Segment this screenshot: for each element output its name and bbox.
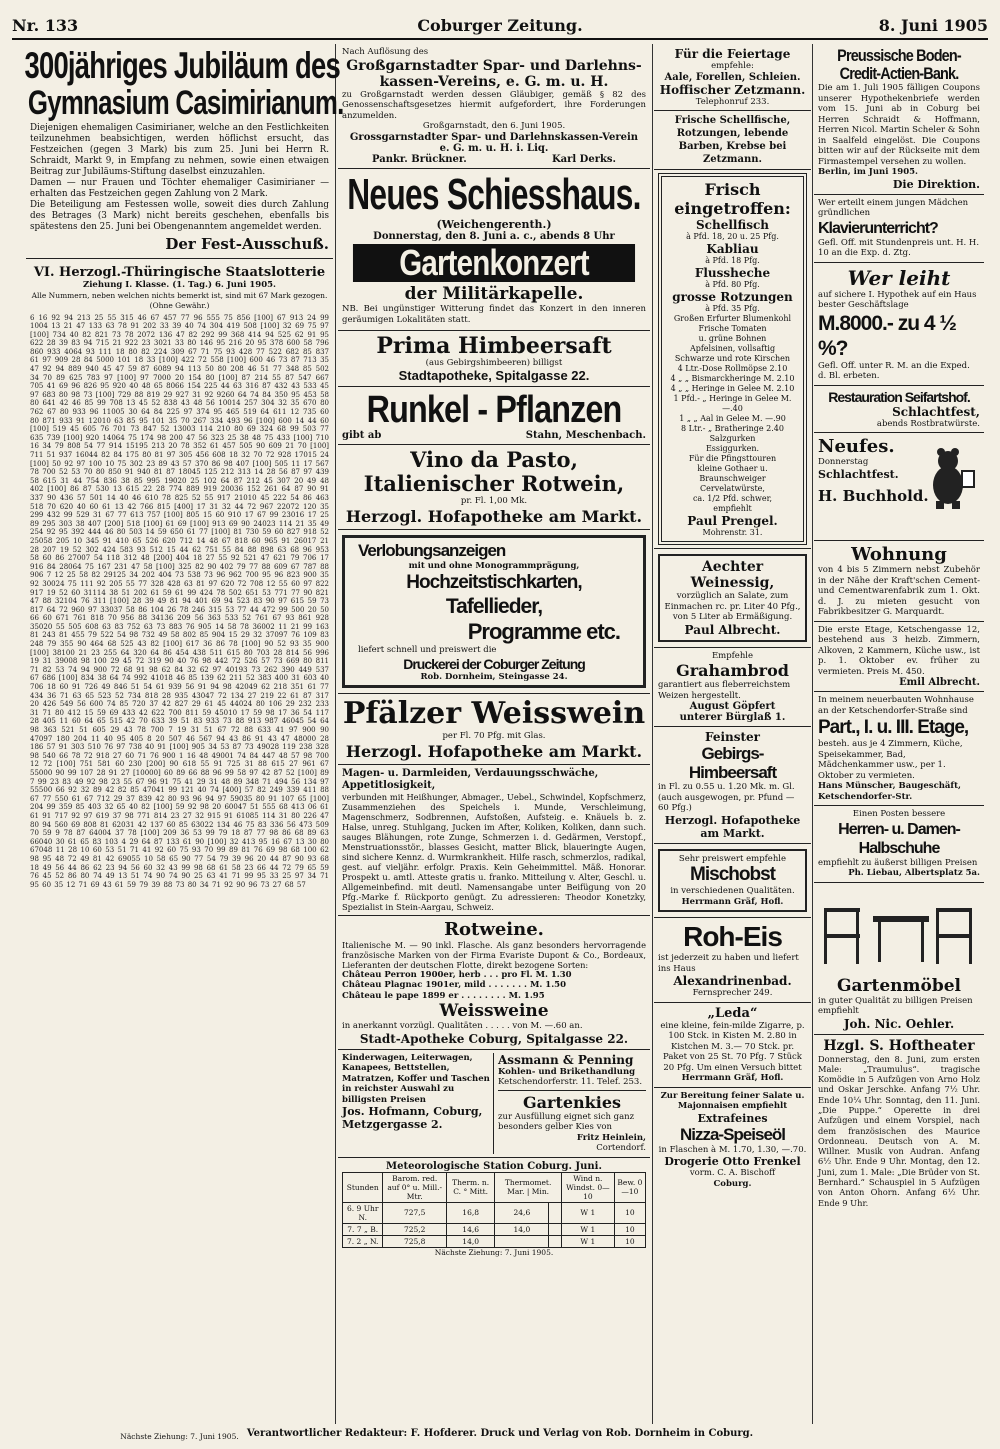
column-rule [335,44,336,1424]
mischobst-pre: Sehr preiswert empfehle [678,853,787,864]
weather-cell: 725,8 [383,1235,447,1247]
bank-text: Die am 1. Juli 1905 fälligen Coupons unserer Hypothekenbriefe werden vom 15. Juni ab in Coburg bei Herren Schraidt & Hoffmann, Herren Nicol. Martin Scheler & Sohn in Saalfeld eingelöst. Die Coupons bitten wir auf der Rückseite mit dem Firmastempel versehen zu wollen. [818,83,980,167]
magen-text: verbunden mit Heißhunger, Abmager., Uebel., Schwindel, Kopfschmerz, Zusammenziehen des Speichels i. Munde, Verschleimung, Magenschmerz, Sodbrennen, Aufstoßen, Aufsteig. e. Knäuels b. z. Halse, unreg. Stuhlgang, Jucken im After, Koliken, Koliken, dann such. sauges Blähungen, rote Zunge, Schmerzen i. d. Gedärmen, Verstopf., Menstruationsstör., blasses Gesicht, matter Blick, blaueringte Augen, sind sichere Kennz. d. Wurmkrankheit. Hilfe rasch, schmerzlos, radikal, gest. auf vieljähr. erfolgr. Praxis. Kein Geheimmittel. Mäß. Honorar. Prospekt u. amtl. Atteste gratis u. franko. Mitteilung v. Alter, Geschl. u. Allgemeinbefind. mit deutl. Namensangabe unter Beifügung von 20 Pfg.-Marke f. Rückporto genügt. Zu adressieren: Theodor Konetzky, Spezialist in Stein-Aargau, Schweiz. [342,791,646,912]
weather-row [343,1202,646,1223]
masthead [12,14,988,40]
eingetroffen-list [665,218,800,538]
schuhe-pre: Einen Posten bessere [852,809,946,819]
speiseoel-main: Nizza-Speiseöl [679,1124,786,1144]
eingetroffen-item: à Pfd. 35 Pfg. [705,304,760,313]
eingetroffen-ad [654,170,811,549]
eingetroffen-item: u. grüne Bohnen [698,334,767,343]
leda-ad [654,1003,811,1088]
wohnung-ad [814,541,984,622]
neufes-line: Schlachtfest. [818,467,899,481]
speiseoel-shop: Drogerie Otto Frenkel [664,1155,801,1168]
eingetroffen-item: Salzgurken [709,434,756,443]
speiseoel-title: Extrafeines [697,1111,768,1125]
mischobst-title: Mischobst [690,864,775,885]
weather-row [343,1235,646,1247]
weather-cell: 10 [614,1235,645,1247]
grahambrod-ad [654,648,811,728]
gartenmoebel-shop: Joh. Nic. Oehler. [843,1016,955,1031]
schiesshaus-note: NB. Bei ungünstiger Witterung findet das Konzert in den inneren geräumigen Lokalitäten statt. [342,303,646,325]
klavier-ad [814,195,984,263]
eingetroffen-item: Großen Erfurter Blumenkohl [673,314,792,323]
weather-cell [549,1202,561,1223]
kohlen-title: Assmann & Penning [498,1052,634,1067]
eingetroffen-item: Schellfisch [696,218,769,232]
weinessig-text: vorzüglich an Salate, zum Einmachen rc. pr. Liter 40 Pfg., von 5 Liter ab Ermäßigung. [664,591,801,622]
rotwein-text: Italienische M. — 90 inkl. Flasche. Als ganz besonders hervorragende französische Marken von der Firma Evariste Dupont & Co., Bordeaux, Lieferanten der deutschen Flotte, direkt bezogene Sorten: [342,939,646,970]
bank-title: Preussische Boden-Credit-Actien-Bank. [837,46,961,83]
printing-line: Verlobungsanzeigen [358,540,506,560]
bank-sign: Die Direktion. [892,177,980,191]
notice-signer: Pankr. Brückner. [372,153,467,165]
schiesshaus-ad [338,169,650,331]
printing-line: mit und ohne Monogrammprägung, [408,560,580,571]
bear-mug-icon [922,443,980,511]
schiesshaus-band: der Militärkapelle. [404,283,584,304]
printing-line: Druckerei der Coburger Zeitung [403,655,585,672]
feiertage-phone: Telephonruf 233. [695,96,770,107]
himbeersaft-subtitle: (aus Gebirgshimbeeren) billigst [425,357,563,368]
bank-notice [814,44,984,195]
weisswein-shop: Stadt-Apotheke Coburg, Spitalgasse 22. [359,1031,629,1046]
rotwein-item: Château Plagnac 1901er, mild . . . . . . . M. 1.50 [342,980,566,990]
pfaelzer-shop: Herzogl. Hofapotheke am Markt. [345,741,643,761]
jubilee-text: Diejenigen ehemaligen Casimirianer, welche an den Festlichkeiten teilzunehmen beabsichtigen, werden höflichst ersucht, das Festzeichen (gegen 3 Mark) bis zum 25. Juni bei Herrn R. Schraidt, Markt 9, in Empfang zu nehmen, sowie einen etwaigen Beitrag zur Jubiläums-Stiftung daselbst einzuzahlen. [30,123,329,177]
weisswein-title: Weissweine [439,1001,549,1021]
neufes-line: Donnerstag [818,457,869,467]
weinessig-shop: Paul Albrecht. [684,622,781,637]
etage-shop: Emil Albrecht. [899,677,980,688]
weather-cell: 725,2 [383,1223,447,1235]
eingetroffen-item: 4 Ltr.-Dose Rollmöpse 2.10 [677,364,788,373]
weather-table [342,1172,646,1248]
weather-cell: 7. 7 „ B. [343,1223,383,1235]
wohnung-title: Wohnung [851,544,947,565]
weather-cell: W 1 [561,1235,614,1247]
notice-intro: Nach Auflösung des [342,47,429,57]
gebirgs-text: in Fl. zu 0.55 u. 1.20 Mk. m. Gl. (auch ausgewogen, pr. Pfund — 60 Pfg.) [658,782,795,813]
eingetroffen-item: Flussheche [694,266,771,280]
rotwein-ad [338,916,650,1050]
gebirgs-ad [654,727,811,844]
leiht-text: auf sichere I. Hypothek auf ein Haus bester Geschäftslage [818,289,977,310]
eingetroffen-item: Braunschweiger [699,474,766,483]
weather-cell [549,1223,561,1235]
magen-ad [338,765,650,916]
eingetroffen-item: 1 „ „ Aal in Gelee M. —.90 [679,414,786,423]
mixed-ads-row [338,1050,650,1158]
fisch-ad [654,111,811,170]
eingetroffen-item: à Pfd. 80 Pfg. [705,280,760,289]
gartenmoebel-ad [814,883,984,1035]
klavier-title: Klavierunterricht? [818,219,938,237]
weather-station [338,1158,650,1262]
neufes-ad [814,433,984,541]
bank-date: Berlin, im Juni 1905. [818,167,918,177]
eingetroffen-item: ca. 1/2 Pfd. schwer, [692,494,773,503]
pfaelzer-title: Pfälzer Weisswein [342,696,646,731]
eingetroffen-item: à Pfd. 18, 20 u. 25 Pfg. [686,232,779,241]
roheis-phone: Fernsprecher 249. [692,988,773,998]
restauration-line: abends Rostbratwürste. [876,418,980,429]
restauration-title: Restauration Seifartshof. [828,388,970,405]
notice-date: Großgarnstadt, den 6. Juni 1905. [422,121,566,131]
feiertage-title: Für die Feiertage [674,47,791,61]
eingetroffen-item: Apfelsinen, vollsaftig [689,344,776,353]
weinessig-ad [654,549,811,648]
eingetroffen-title: Frisch eingetroffen: [674,180,791,218]
gartenkies-title: Gartenkies [522,1092,621,1112]
runkel-title: Runkel - Pflanzen [366,389,622,431]
weather-cell: 727,5 [383,1202,447,1223]
printing-line: Rob. Dornheim, Steingasse 24. [420,671,568,682]
leiht-note: Gefl. Off. unter R. M. an die Exped. d. Bl. erbeten. [818,360,970,381]
column-rule [812,44,813,1424]
gebirgs-address: am Markt. [700,826,765,840]
weinessig-title: Aechter Weinessig, [690,559,775,591]
notice-org: Grossgarnstadter Spar- und Darlehnskassen-Verein [349,131,639,143]
weather-cell: 16,8 [446,1202,494,1223]
jubilee-text: Die Beteiligung am Festessen wolle, soweit dies durch Zahlung des Betrages (3 Mark) nicht bereits geschehen, ebenfalls bis spätestens den 25. Juni bei Obengenanntem angemeldet werden. [30,200,329,232]
printing-line: liefert schnell und preiswert die [358,645,497,655]
speiseoel-pre: Zur Bereitung feiner Salate u. Majonnaisen empfiehlt [660,1090,805,1111]
eingetroffen-item: 4 „ „ Bismarckheringe M. 2.10 [670,374,795,383]
feiertage-shop: Hoffischer Zetzmann. [659,82,806,97]
eingetroffen-item: Frische Tomaten [698,324,767,333]
weisswein-text: in anerkannt vorzügl. Qualitäten . . . . . von M. —.60 an. [342,1021,583,1031]
pfaelzer-price: per Fl. 70 Pfg. mit Glas. [442,731,546,741]
schuhe-title: Herren- u. Damen-Halbschuhe [838,820,960,857]
grahambrod-title: Grahambrod [676,661,789,680]
notice-org: e. G. m. u. H. i. Liq. [439,142,549,154]
schiesshaus-concert: Gartenkonzert [353,244,635,282]
schuhe-text: empfiehlt zu äußerst billigen Preisen [818,857,978,868]
rotwein-item: Château Perron 1900er, herb . . . pro Fl. M. 1.30 [342,969,572,980]
vino-subtitle: Italienischer Rotwein, [363,471,625,496]
savings-bank-notice [338,44,650,169]
weather-next: Nächste Ziehung: 7. Juni 1905. [434,1247,554,1257]
weather-cell: 10 [614,1202,645,1223]
weather-col-header: Barom. red. auf 0° u. Mill.-Mtr. [383,1172,447,1202]
gebirgs-title: Gebirgs-Himbeersaft [688,744,777,782]
weather-cell [549,1235,561,1247]
jubilee-title-2: Gymnasium Casimirianum. [27,84,344,122]
gartenkies-address: Cortendorf. [596,1143,646,1153]
theater-ad [814,1035,984,1211]
imprint: Verantwortlicher Redakteur: F. Hofderer. Druck und Verlag von Rob. Dornheim in Coburg. [246,1428,754,1439]
mischobst-ad [654,844,811,919]
kinderwagen-shop: Jos. Hofmann, Coburg, Metzgergasse 2. [342,1105,483,1131]
mischobst-shop: Herrmann Gräf, Hofl. [681,896,784,907]
feiertage-subtitle: empfehle: [711,61,754,71]
weather-title: Meteorologische Station Coburg. Juni. [386,1160,602,1172]
roheis-shop: Alexandrinenbad. [673,974,792,988]
gebirgs-shop: Herzogl. Hofapotheke [664,813,801,827]
roheis-title: Roh-Eis [683,921,782,952]
klavier-text: Gefl. Off. mit Stundenpreis unt. H. H. 10 an die Exp. d. Ztg. [818,237,980,258]
schuhe-shop: Ph. Liebau, Albertsplatz 5a. [848,868,980,878]
gartenmoebel-title: Gartenmöbel [836,975,961,996]
eingetroffen-item: à Pfd. 18 Pfg. [705,256,760,265]
vino-ad [338,445,650,530]
feiertage-text: Aale, Forellen, Schleien. [664,71,801,83]
eingetroffen-item: kleine Gothaer u. [697,464,768,473]
kohlen-ad [498,1053,646,1154]
mischobst-text: in verschiedenen Qualitäten. [670,886,795,896]
column-rule [652,44,653,1424]
neubau-ad [814,692,984,806]
eingetroffen-item: empfiehlt [713,504,752,513]
column-2 [338,44,650,1424]
leiht-title: Wer leiht [847,265,951,290]
roheis-text: ist jederzeit zu haben und liefert ins Haus [658,953,799,974]
leiht-amount: M.8000.- zu 4 ½ %? [818,311,956,360]
etage-ad [814,622,984,693]
himbeersaft-title: Prima Himbeersaft [376,332,612,359]
fisch-text: Frische Schellfische, Rotzungen, lebende Barben, Krebse bei Zetzmann. [674,115,791,165]
restauration-line: Schlachtfest, [892,404,980,419]
eingetroffen-item: Paul Prengel. [687,514,778,528]
weather-cell: 10 [614,1223,645,1235]
weather-col-header: Bew. 0—10 [614,1172,645,1202]
etage-text: Die erste Etage, Ketschengasse 12, bestehend aus 3 heizb. Zimmern, Alkoven, 2 Kammern, Küche usw., ist p. 1. Oktober ev. früher zu vermieten. Preis M. 450. [818,624,980,677]
schiesshaus-subtitle: (Weichengerenth.) [436,217,552,231]
notice-title: Großgarnstadter Spar- und Darlehns-kassen-Vereins, e. G. m. u. H. [346,57,642,90]
neubau-text: besteh. aus je 4 Zimmern, Küche, Speisekammer, Bad, Mädchenkammer usw., per 1. Oktober zu vermieten. [818,739,963,781]
printing-line: Hochzeitstischkarten, [406,572,582,593]
weather-col-header: Thermomet. Mar. | Min. [495,1172,562,1202]
vino-title: Vino da Pasto, [410,447,578,472]
lottery-next-draw: Nächste Ziehung: 7. Juni 1905. [120,1431,239,1441]
notice-text: zu Großgarnstadt werden dessen Gläubiger, gemäß § 82 des Genossenschaftsgesetzes hiermit aufgefordert, ihre Forderungen anzumelden. [342,89,646,121]
weather-cell: 14,6 [446,1223,494,1235]
issue-date: 8. Juni 1905 [878,16,988,35]
leda-title: „Leda“ [707,1005,758,1021]
lottery-title: VI. Herzogl.-Thüringische Staatslotterie [33,265,326,280]
eingetroffen-item: 4 „ „ Heringe in Gelee M. 2.10 [670,384,795,393]
rotwein-title: Rotweine. [444,918,544,940]
column-3 [654,44,811,1424]
weather-col-header: Stunden [343,1172,383,1202]
weather-cell: 7. 2 „ N. [343,1235,383,1247]
runkel-seller: Stahn, Meschenbach. [525,430,646,441]
jubilee-signature: Der Fest-Ausschuß. [165,235,329,253]
theater-text: Donnerstag, den 8. Juni, zum ersten Male: „Traumulus“. tragische Komödie in 5 Aufzügen von Arno Holz und Oskar Jerschke. Anfang 7½ Uhr. Ende 10¼ Uhr. Sonntag, den 11. Juni. „Die Puppe.“ Operette in drei Aufzügen und einem Vorspiel, nach dem französischen des Maurice Ordonneau. Deutsch von A. M. Willner. Musik von Audran. Anfang 6½ Uhr. Ende 9 Uhr. Montag, den 12. Juni, zum 1. Male: „Die Brüder von St. Bernhard.“ Schauspiel in 5 Aufzügen von Anton Ohorn. Anfang 6½ Uhr. Ende 9 Uhr. [818,1053,980,1208]
weather-cell: 14,0 [446,1235,494,1247]
leda-text: eine kleine, fein-milde Zigarre, p. 100 Stck. in Kisten M. 2.80 in Kistchen M. 3.— 70 Stck. pr. Paket von 25 St. 70 Pfg. 7 Stück 20 Pfg. Um einen Versuch bittet [660,1020,805,1073]
eingetroffen-item: 1 Pfd.- „ Heringe in Gelee M. —.40 [673,394,792,413]
schiesshaus-date: Donnerstag, den 8. Juni a. c., abends 8 Uhr [373,230,615,242]
neubau-title: Part., I. u. III. Etage, [818,717,969,738]
kinderwagen-ad [342,1053,494,1154]
weather-cell: 24,6 [495,1202,549,1223]
eingetroffen-item: Cervelatwürste, [700,484,765,493]
speiseoel-address: vorm. C. A. Bischoff [689,1168,776,1178]
printing-line: Programme etc. [467,619,620,644]
speiseoel-text: in Flaschen à M. 1.70, 1.30, —.70. [658,1144,807,1155]
grahambrod-shop: August Göpfert [689,701,776,712]
runkel-label: gibt ab [342,430,382,441]
printing-ad [338,530,650,695]
printing-line: Tafellieder, [445,595,543,618]
himbeersaft-shop: Stadtapotheke, Spitalgasse 22. [398,368,590,383]
weather-cell: 6. 9 Uhr N. [343,1202,383,1223]
runkel-ad [338,387,650,445]
jubilee-title-1: 300jähriges Jubiläum des [24,45,340,86]
theater-title: Hzgl. S. Hoftheater [823,1037,975,1054]
vino-price: pr. Fl. 1,00 Mk. [460,496,528,506]
neubau-shop: Hans Münscher, Baugeschäft, Ketschendorfer-Str. [818,781,961,802]
neufes-shop: H. Buchhold. [818,486,929,505]
roheis-ad [654,918,811,1003]
lottery-subtitle: Ziehung I. Klasse. (1. Tag.) 6. Juni 1905. [83,280,276,290]
gartenkies-name: Fritz Heinlein, [576,1132,646,1143]
weather-cell: W 1 [561,1223,614,1235]
eingetroffen-item: Kabliau [706,242,759,256]
kohlen-text: Kohlen- und Brikethandlung [498,1066,636,1077]
schiesshaus-title: Neues Schiesshaus. [347,169,641,219]
gebirgs-pre: Feinster [704,730,761,744]
eingetroffen-item: 8 Ltr.- „ Bratheringe 2.40 [681,424,784,433]
weather-col-header: Wind n. Windst. 0—10 [561,1172,614,1202]
gartenkies-text: zur Ausfüllung eignet sich ganz besonders gelber Kies von [498,1111,635,1132]
notice-signer: Karl Derks. [551,153,616,165]
weather-header-row [343,1172,646,1202]
speiseoel-city: Coburg. [713,1178,752,1189]
paper-title: Coburger Zeitung. [417,16,583,35]
schuhe-ad [814,806,984,883]
grahambrod-text: garantiert aus fleberreichstem Weizen hergestellt. [658,680,791,701]
jubilee-announcement [24,44,344,259]
vino-shop: Herzogl. Hofapotheke am Markt. [345,506,643,526]
eingetroffen-item: Für die Pfingsttouren [688,454,777,463]
eingetroffen-item: Schwarze und rote Kirschen [674,354,791,363]
grahambrod-pre: Empfehle [711,650,754,661]
wohnung-text: von 4 bis 5 Zimmern nebst Zubehör in der Nähe der Kraft'schen Cement- und Cementwarenfabrik zum 1. Okt. d. J. zu mieten gesucht von Fabrikbesitzer G. Marquardt. [818,565,980,617]
restauration-ad [814,386,984,434]
eingetroffen-item: Mohrenstr. 31. [702,528,763,537]
jubilee-text: Damen — nur Frauen und Töchter ehemaliger Casimirianer — erhalten das Festzeichen gegen Zahlung von 2 Mark. [30,178,329,199]
gartenmoebel-text: in guter Qualität zu billigen Preisen empfiehlt [818,995,973,1016]
weather-cell: W 1 [561,1202,614,1223]
garden-furniture-icon [818,886,978,972]
kinderwagen-text: Kinderwagen, Leiterwagen, Kanapees, Bettstellen, Matratzen, Koffer und Taschen in reichster Auswahl zu billigsten Preisen [342,1052,490,1105]
magen-heading: Magen- u. Darmleiden, Verdauungsschwäche, Appetitlosigkeit, [342,767,599,791]
pfaelzer-ad [338,694,650,765]
eingetroffen-item: grosse Rotzungen [672,290,793,304]
lottery-results [26,259,333,1445]
leda-shop: Herrmann Gräf, Hofl. [681,1073,784,1083]
feiertage-ad [654,44,811,111]
weather-cell: 14,0 [495,1223,549,1235]
column-4 [814,44,984,1424]
eingetroffen-item: Essiggurken. [705,444,760,453]
kohlen-address: Ketschendorferstr. 11. Telef. 253. [498,1077,643,1087]
speiseoel-ad [654,1088,811,1193]
weather-row [343,1223,646,1235]
weather-cell [495,1235,549,1247]
lottery-numbers: 6 16 92 94 213 25 55 315 46 67 457 77 96 555 75 856 [100] 67 913 24 99 1004 13 21 47 133 63 78 91 202 33 39 40 74 304 419 508 [100] 32 69 75 97 [100] 734 40 82 821 73 78 2072 136 47 82 292 99 368 414 94 525 62 91 95 622 28 39 83 94 715 21 922 23 3021 33 80 146 95 216 20 95 378 600 58 796 860 933 4064 93 111 18 80 82 224 309 67 71 75 93 428 77 522 682 85 837 61 97 909 28 84 5000 101 18 33 [100] 422 72 558 [100] 600 46 73 87 713 35 47 92 94 889 940 45 47 59 87 6089 94 113 50 80 208 46 51 77 348 85 502 34 70 89 625 783 97 [100] 97 7000 20 154 80 [100] 87 214 55 87 547 667 705 41 69 96 826 95 920 40 48 65 8066 154 225 44 63 316 87 432 43 533 45 97 683 80 98 73 [100] 729 88 819 29 927 31 92 9260 64 74 84 350 95 453 58 80 641 42 46 85 99 708 13 45 52 838 43 48 56 10014 257 304 32 35 670 80 762 67 80 933 96 11005 30 64 84 225 97 374 95 465 519 64 611 12 735 60 80 871 933 91 12010 63 85 95 101 35 70 267 334 493 96 [100] 600 14 44 60 [100] 519 45 605 76 701 73 847 52 13003 114 210 80 69 324 68 99 503 77 635 739 [100] 920 14064 75 174 98 200 47 56 323 25 38 48 75 433 [100] 710 16 34 79 808 54 77 914 15195 213 20 78 352 61 457 505 90 609 21 70 [100] 711 51 937 16044 82 84 175 80 81 97 305 456 608 18 32 70 72 928 17015 24 [100] 50 92 97 100 10 75 302 23 89 43 57 370 86 98 407 [100] 505 11 17 567 78 700 52 53 70 80 850 91 940 81 87 18045 125 212 313 14 28 56 87 97 439 58 615 31 44 754 836 38 85 995 19020 25 102 64 87 212 45 307 20 49 48 402 [100] 86 87 530 13 615 22 28 774 889 919 20036 152 261 64 87 90 91 337 90 436 57 501 14 40 46 610 78 825 52 55 917 21010 45 222 54 86 463 518 70 620 40 60 61 13 42 766 815 [400] 17 31 32 44 72 967 22072 120 35 299 432 99 529 31 67 77 613 757 [100] 805 15 60 910 17 67 99 23016 17 25 89 295 303 38 407 [200] 518 [100] 61 69 [100] 913 69 90 24023 114 21 35 49 254 92 95 392 444 46 80 503 14 59 650 61 77 [100] 81 730 59 60 827 918 52 25058 205 10 345 91 410 65 526 620 712 14 48 67 818 60 965 91 26017 21 28 207 19 52 302 424 583 93 512 15 44 62 751 55 84 88 898 63 68 96 953 58 60 86 27007 54 118 312 48 [200] 404 18 27 55 92 521 47 621 79 706 17 916 84 28064 75 167 231 47 58 [100] 325 82 90 402 79 77 88 609 67 787 88 906 7 12 25 58 82 29125 34 202 404 73 538 73 96 962 700 95 96 823 900 35 92 30024 75 111 92 205 55 77 328 428 63 81 97 620 72 708 12 55 60 97 822 917 19 52 60 31114 38 51 202 61 59 61 99 424 78 502 651 53 771 77 90 821 47 88 32104 76 311 [100] 28 39 49 81 94 401 69 94 523 83 90 97 615 59 73 817 64 72 960 97 33037 58 86 104 26 78 246 315 53 77 44 472 99 500 20 50 66 60 671 761 818 70 956 88 34136 209 56 363 533 52 761 67 93 861 928 35020 55 505 608 63 83 752 63 73 883 76 905 14 58 78 36002 11 21 99 163 81 243 81 455 79 522 54 98 732 49 58 802 85 904 15 29 32 37097 76 109 83 248 79 355 90 464 68 525 43 82 [100] 617 36 86 78 [100] 90 52 93 35 900 [100] 38100 21 23 255 64 320 64 86 454 438 511 615 80 703 28 814 56 996 19 31 39008 98 100 29 45 72 319 90 40 76 98 442 72 526 57 73 669 80 811 71 82 53 74 94 900 72 68 91 98 62 84 32 62 97 40193 73 262 390 449 537 67 686 [100] 834 38 64 74 992 41018 46 85 139 62 211 52 383 400 31 603 40 706 18 60 91 726 49 846 51 54 61 939 56 91 94 98 42049 62 218 351 61 77 434 36 71 63 65 523 52 734 818 28 935 43047 72 134 27 219 22 61 87 317 20 426 549 56 600 74 85 720 37 42 827 29 61 45 44024 80 106 29 232 233 31 71 80 412 15 59 69 433 42 622 700 811 59 45010 17 59 98 17 36 54 117 28 405 11 60 64 65 515 42 70 633 39 51 83 933 73 88 913 987 46045 54 64 98 363 521 51 605 29 43 78 700 7 19 31 51 67 72 88 633 41 97 900 90 47097 180 204 11 40 95 405 8 20 507 46 567 94 43 86 91 43 47 48000 28 186 57 91 303 510 76 97 738 40 91 [100] 905 34 53 87 73 49028 119 238 328 98 540 66 78 72 918 27 60 71 76 900 1 16 48 49001 74 84 447 48 57 98 700 12 72 [100] 751 581 60 230 [200] 90 618 55 91 725 31 88 615 27 961 67 55000 90 99 107 28 91 27 [10000] 60 89 66 88 96 99 58 97 42 87 52 [100] 89 7 99 23 83 49 92 98 23 55 67 96 91 75 41 29 31 48 89 348 71 494 56 134 97 55500 66 92 32 89 42 82 85 47041 99 121 40 74 [400] 57 82 249 339 411 88 67 77 550 61 67 712 29 37 839 42 80 93 96 94 97 59035 80 91 107 65 [100] 204 99 359 85 403 32 65 40 82 [100] 59 92 98 20 60047 51 555 68 413 06 61 61 91 717 92 97 619 37 98 771 814 23 27 32 915 91 61085 114 31 80 226 47 80 94 560 69 808 81 62031 42 137 60 85 63022 134 46 75 83 336 56 473 509 70 59 9 78 87 64004 37 78 [100] 209 36 53 99 79 18 87 77 98 86 68 89 63 66040 30 61 65 83 103 4 29 64 87 133 61 90 [100] 32 413 95 16 67 13 30 80 67048 11 28 10 60 53 51 71 41 92 60 75 93 70 99 89 81 76 69 98 68 100 62 98 95 48 72 49 81 42 69055 10 58 65 90 77 54 79 39 96 20 44 87 90 93 68 18 49 56 44 86 62 23 94 56 60 32 43 99 98 68 61 58 23 66 44 72 79 65 59 76 45 52 86 80 74 49 13 51 74 90 74 90 25 63 41 71 99 95 33 25 97 34 71 95 60 35 12 71 69 43 61 59 79 39 88 73 80 34 71 92 90 96 73 27 68 57 [30,313,329,889]
issue-number: Nr. 133 [12,16,79,35]
weather-col-header: Therm. n. C. ° Mitt. [446,1172,494,1202]
lottery-note: Alle Nummern, neben welchen nichts bemerkt ist, sind mit 67 Mark gezogen. (Ohne Gewähr.) [31,290,328,310]
neufes-title: Neufes. [818,436,895,457]
column-1 [24,44,344,1441]
klavier-pre: Wer erteilt einem jungen Mädchen gründlichen [818,197,969,218]
neubau-pre: In meinem neuerbauten Wohnhause an der Ketschendorfer-Straße sind [818,695,974,716]
rotwein-item: Château le pape 1899 er . . . . . . . . M. 1.95 [342,990,545,1001]
leiht-ad [814,263,984,386]
grahambrod-address: unterer Bürglaß 1. [679,712,786,723]
himbeersaft-ad [338,331,650,388]
